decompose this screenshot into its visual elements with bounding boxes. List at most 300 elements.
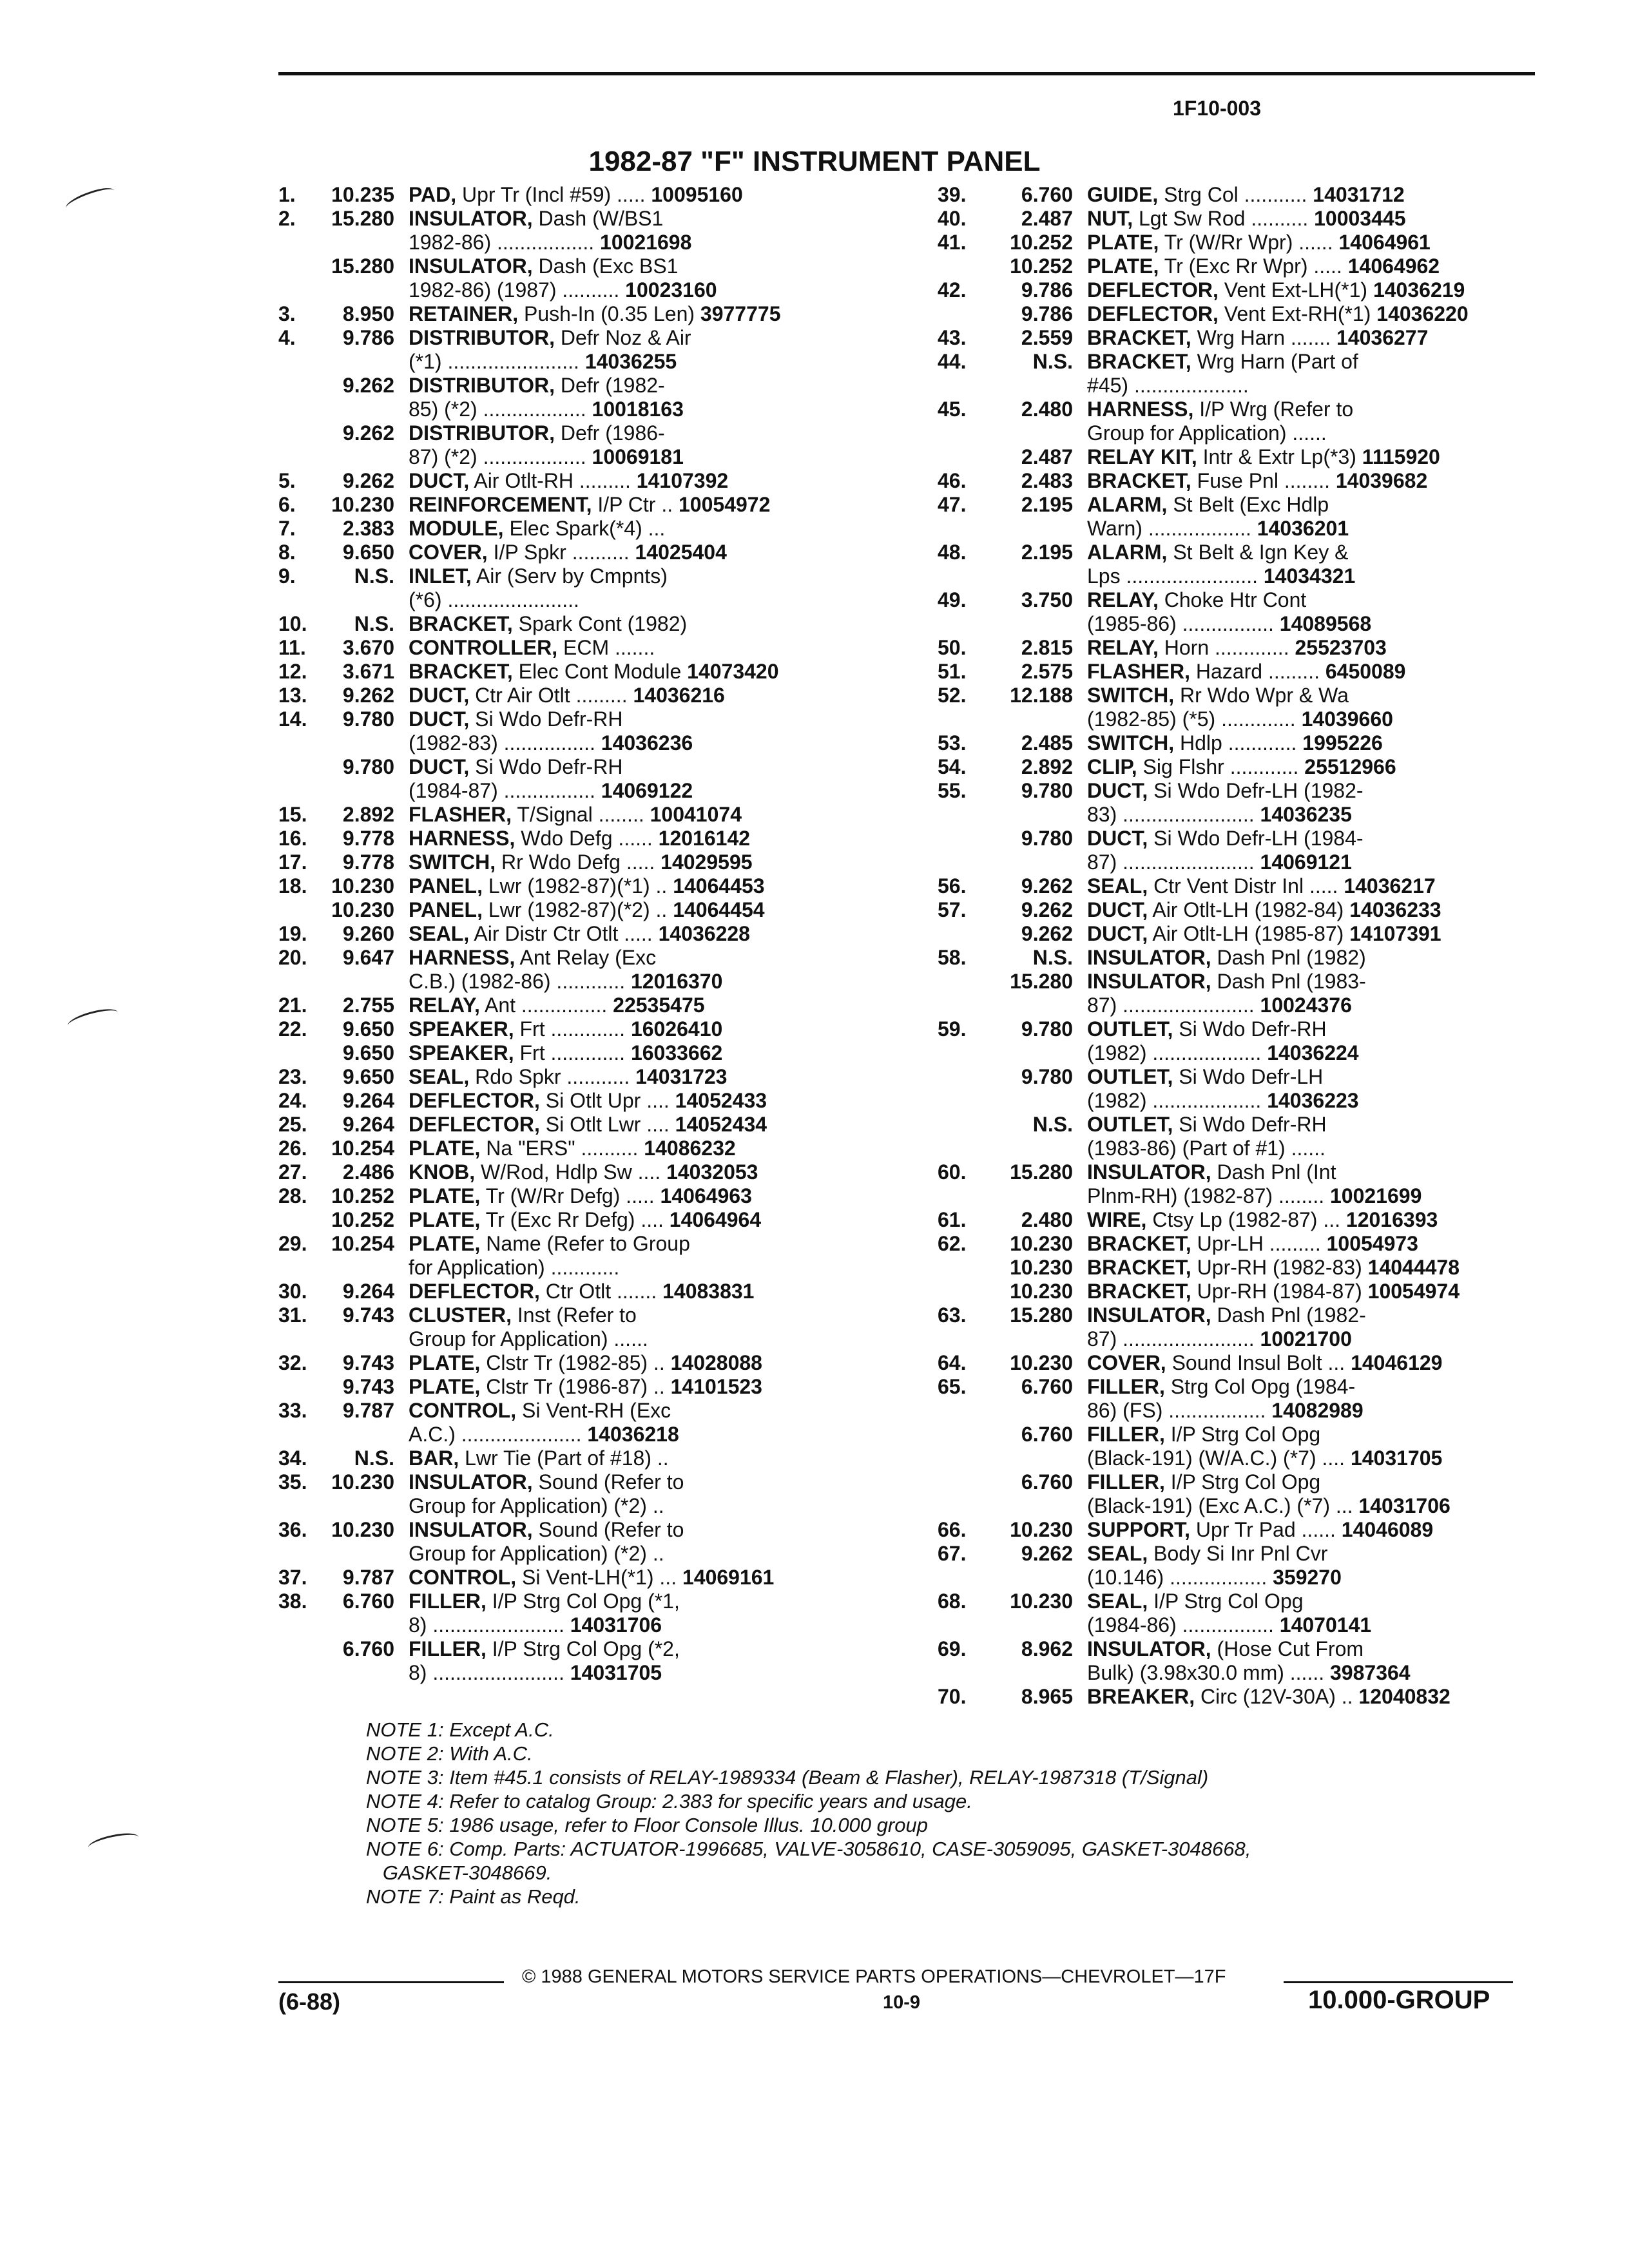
- part-entry: [278, 1089, 884, 1113]
- margin-mark-2: [66, 1005, 119, 1033]
- part-description: [409, 1184, 884, 1208]
- part-name: CONTROL,: [409, 1566, 517, 1589]
- group-number: 15.280: [1010, 1303, 1073, 1327]
- part-description: [1087, 1542, 1555, 1590]
- group-number: 9.787: [342, 1399, 394, 1422]
- part-name: PLATE,: [1087, 255, 1159, 278]
- group-number: 9.780: [342, 755, 394, 778]
- part-detail: Tr (W/Rr Wpr) ......: [1164, 231, 1333, 254]
- part-entry: [938, 1280, 1555, 1303]
- part-name: FLASHER,: [409, 803, 512, 826]
- footer-page-number: 10-9: [883, 1992, 921, 2013]
- part-detail: Choke Htr Cont (1985-86) ................: [1087, 588, 1307, 635]
- part-number: 359270: [1273, 1566, 1342, 1589]
- note-6: NOTE 6: Comp. Parts: ACTUATOR-1996685, VALVE-3058610, CASE-3059095, GASKET-3048668,: [366, 1838, 1251, 1860]
- part-number: 14082989: [1271, 1399, 1364, 1422]
- group-number: 2.486: [342, 1160, 394, 1184]
- group-number: 6.760: [342, 1590, 394, 1613]
- part-detail: Si Otlt Lwr ....: [545, 1113, 670, 1136]
- part-description: [1087, 541, 1555, 588]
- part-entry: [938, 445, 1555, 469]
- group-number: 6.760: [342, 1637, 394, 1660]
- group-number: 10.230: [1010, 1280, 1073, 1303]
- part-number: 14036224: [1267, 1041, 1359, 1064]
- group-number: N.S.: [1032, 1113, 1073, 1136]
- part-number: 14089568: [1279, 612, 1372, 635]
- part-description: [1087, 207, 1555, 231]
- part-description: [1087, 731, 1555, 755]
- part-number: 10054973: [1326, 1232, 1418, 1255]
- group-number: 10.230: [331, 1470, 394, 1494]
- part-name: RELAY,: [1087, 588, 1159, 611]
- part-number: 16033662: [630, 1041, 723, 1064]
- part-number: 25523703: [1295, 636, 1387, 659]
- item-number: 37.: [278, 1566, 307, 1589]
- part-entry: [278, 255, 884, 302]
- part-detail: Rr Wdo Wpr & Wa (1982-85) (*5) .............: [1087, 684, 1349, 731]
- part-detail: Si Wdo Defr-LH (1982) ...................: [1087, 1065, 1324, 1112]
- part-description: [409, 421, 884, 469]
- group-number: 9.786: [342, 326, 394, 349]
- part-entry: [938, 207, 1555, 231]
- part-detail: Dash (Exc BS1 1982-86) (1987) ..........: [409, 255, 679, 302]
- item-number: 39.: [938, 183, 967, 206]
- part-name: CLIP,: [1087, 755, 1137, 778]
- part-detail: I/P Wrg (Refer to Group for Application) ......: [1087, 398, 1354, 445]
- item-number: 57.: [938, 898, 967, 921]
- group-number: 10.254: [331, 1232, 394, 1255]
- part-detail: Defr (1982- 85) (*2) ..................: [409, 374, 665, 421]
- part-number: 10024376: [1260, 994, 1352, 1017]
- part-entry: [938, 922, 1555, 946]
- group-number: 15.280: [1010, 970, 1073, 993]
- part-description: [1087, 1160, 1555, 1208]
- part-number: 14070141: [1279, 1613, 1372, 1637]
- part-name: FLASHER,: [1087, 660, 1190, 683]
- part-detail: Wdo Defg ......: [521, 827, 653, 850]
- part-description: [409, 1113, 884, 1137]
- part-description: [409, 803, 884, 827]
- part-detail: Tr (Exc Rr Wpr) .....: [1164, 255, 1342, 278]
- part-description: [409, 1375, 884, 1399]
- part-description: [409, 707, 884, 755]
- part-description: [1087, 1351, 1555, 1375]
- part-number: 14036228: [658, 922, 750, 945]
- part-number: 14029595: [660, 850, 753, 874]
- item-number: 63.: [938, 1303, 967, 1327]
- part-detail: Upr Tr Pad ......: [1195, 1518, 1336, 1541]
- part-number: 10023160: [625, 278, 717, 302]
- part-detail: W/Rod, Hdlp Sw ....: [481, 1160, 661, 1184]
- part-detail: I/P Strg Col Opg (*2, 8) .......................: [409, 1637, 680, 1684]
- group-number: 9.743: [342, 1375, 394, 1398]
- part-detail: Si Wdo Defr-LH (1982- 83) .......................: [1087, 779, 1364, 826]
- part-detail: Dash Pnl (Int Plnm-RH) (1982-87) ........: [1087, 1160, 1336, 1207]
- part-number: 14028088: [670, 1351, 762, 1374]
- part-description: [409, 207, 884, 255]
- item-number: 50.: [938, 636, 967, 659]
- part-detail: Sound (Refer to Group for Application) (*2) ..: [409, 1518, 684, 1565]
- part-description: [409, 469, 884, 493]
- part-name: PANEL,: [409, 898, 483, 921]
- item-number: 52.: [938, 684, 967, 707]
- part-description: [409, 1280, 884, 1303]
- part-entry: [278, 302, 884, 326]
- group-number: 2.487: [1021, 207, 1073, 230]
- part-detail: Ant ...............: [484, 994, 608, 1017]
- part-entry: [278, 541, 884, 564]
- part-entry: [278, 493, 884, 517]
- part-entry: [278, 1184, 884, 1208]
- part-entry: [278, 612, 884, 636]
- part-name: DISTRIBUTOR,: [409, 326, 555, 349]
- part-entry: [938, 231, 1555, 255]
- part-detail: T/Signal ........: [517, 803, 644, 826]
- part-number: 10018163: [592, 398, 684, 421]
- group-number: 6.760: [1021, 183, 1073, 206]
- part-number: 10069181: [592, 445, 684, 468]
- part-entry: [278, 994, 884, 1017]
- part-name: OUTLET,: [1087, 1017, 1173, 1041]
- part-number: 14064962: [1347, 255, 1440, 278]
- group-number: 12.188: [1010, 684, 1073, 707]
- part-name: PANEL,: [409, 874, 483, 898]
- part-number: 14031712: [1313, 183, 1405, 206]
- part-description: [1087, 946, 1555, 970]
- part-detail: Upr Tr (Incl #59) .....: [461, 183, 646, 206]
- item-number: 8.: [278, 541, 296, 564]
- part-number: 14069122: [601, 779, 693, 802]
- part-description: [409, 1590, 884, 1637]
- part-detail: Vent Ext-RH(*1): [1224, 302, 1371, 325]
- item-number: 42.: [938, 278, 967, 302]
- part-description: [409, 255, 884, 302]
- part-number: 14064454: [673, 898, 765, 921]
- part-entry: [938, 779, 1555, 827]
- part-entry: [278, 517, 884, 541]
- part-detail: I/P Strg Col Opg (Black-191) (W/A.C.) (*7) ....: [1087, 1423, 1345, 1470]
- part-entry: [278, 827, 884, 850]
- part-entry: [938, 1017, 1555, 1065]
- part-number: 10054972: [679, 493, 771, 516]
- part-description: [1087, 350, 1555, 398]
- part-name: PLATE,: [409, 1208, 481, 1231]
- part-entry: [278, 207, 884, 255]
- part-entry: [938, 755, 1555, 779]
- part-number: 14036217: [1344, 874, 1436, 898]
- part-entry: [278, 850, 884, 874]
- group-number: 10.230: [331, 874, 394, 898]
- part-detail: Vent Ext-LH(*1): [1224, 278, 1368, 302]
- part-description: [409, 1446, 884, 1470]
- part-description: [409, 994, 884, 1017]
- part-detail: Body Si Inr Pnl Cvr (10.146) .................: [1087, 1542, 1328, 1589]
- part-detail: (Hose Cut From Bulk) (3.98x30.0 mm) ......: [1087, 1637, 1364, 1684]
- group-number: 10.235: [331, 183, 394, 206]
- part-detail: Ant Relay (Exc C.B.) (1982-86) ............: [409, 946, 657, 993]
- part-detail: Air Distr Ctr Otlt .....: [474, 922, 653, 945]
- part-entry: [278, 636, 884, 660]
- part-detail: Sound Insul Bolt ...: [1171, 1351, 1345, 1374]
- part-entry: [278, 1566, 884, 1590]
- part-description: [1087, 1208, 1555, 1232]
- part-detail: Si Wdo Defr-RH (1984-87) ................: [409, 755, 623, 802]
- part-name: SEAL,: [1087, 1590, 1148, 1613]
- part-name: RELAY,: [409, 994, 480, 1017]
- part-entry: [938, 541, 1555, 588]
- note-2: NOTE 2: With A.C.: [366, 1742, 533, 1765]
- part-description: [1087, 493, 1555, 541]
- item-number: 66.: [938, 1518, 967, 1541]
- part-number: 14069121: [1260, 850, 1352, 874]
- part-entry: [278, 564, 884, 612]
- part-entry: [278, 1351, 884, 1375]
- group-number: 9.780: [342, 707, 394, 731]
- group-number: 10.252: [1010, 255, 1073, 278]
- part-entry: [938, 398, 1555, 445]
- part-name: PLATE,: [409, 1137, 481, 1160]
- part-name: DEFLECTOR,: [1087, 302, 1219, 325]
- part-name: RELAY KIT,: [1087, 445, 1197, 468]
- item-number: 41.: [938, 231, 967, 254]
- part-number: 14032053: [666, 1160, 758, 1184]
- part-description: [1087, 1280, 1555, 1303]
- part-number: 14036219: [1373, 278, 1465, 302]
- part-detail: Name (Refer to Group for Application) ............: [409, 1232, 690, 1279]
- part-description: [1087, 636, 1555, 660]
- group-number: 2.195: [1021, 541, 1073, 564]
- part-number: 14031705: [1350, 1446, 1443, 1470]
- part-description: [1087, 1256, 1555, 1280]
- part-entry: [938, 1423, 1555, 1470]
- part-entry: [938, 1590, 1555, 1637]
- part-entry: [278, 1280, 884, 1303]
- item-number: 48.: [938, 541, 967, 564]
- part-detail: Sound (Refer to Group for Application) (*2) ..: [409, 1470, 684, 1517]
- group-number: 9.786: [1021, 302, 1073, 325]
- group-number: 9.778: [342, 850, 394, 874]
- item-number: 51.: [938, 660, 967, 683]
- group-number: 9.650: [342, 1017, 394, 1041]
- part-description: [1087, 1303, 1555, 1351]
- part-name: DEFLECTOR,: [409, 1113, 540, 1136]
- item-number: 54.: [938, 755, 967, 778]
- part-detail: I/P Strg Col Opg (*1, 8) .......................: [409, 1590, 680, 1637]
- part-name: DUCT,: [409, 755, 470, 778]
- part-name: ALARM,: [1087, 493, 1168, 516]
- part-number: 14069161: [682, 1566, 775, 1589]
- part-name: DUCT,: [1087, 922, 1148, 945]
- part-entry: [278, 1303, 884, 1351]
- part-detail: Na "ERS" ..........: [486, 1137, 639, 1160]
- part-number: 14025404: [635, 541, 727, 564]
- part-description: [409, 1351, 884, 1375]
- part-number: 14036201: [1257, 517, 1349, 540]
- group-number: 3.671: [342, 660, 394, 683]
- part-description: [409, 1470, 884, 1518]
- part-name: SEAL,: [1087, 1542, 1148, 1565]
- part-description: [1087, 684, 1555, 731]
- group-number: 2.755: [342, 994, 394, 1017]
- part-detail: St Belt & Ign Key & Lps .......................: [1087, 541, 1349, 588]
- part-number: 14031706: [1358, 1494, 1451, 1517]
- note-1: NOTE 1: Except A.C.: [366, 1718, 554, 1741]
- part-description: [409, 1041, 884, 1065]
- part-entry: [938, 1542, 1555, 1590]
- part-name: FILLER,: [409, 1637, 487, 1660]
- group-number: 9.780: [1021, 827, 1073, 850]
- item-number: 49.: [938, 588, 967, 611]
- part-detail: Strg Col ...........: [1164, 183, 1307, 206]
- item-number: 5.: [278, 469, 296, 492]
- part-description: [409, 1017, 884, 1041]
- group-number: 9.262: [342, 421, 394, 445]
- part-name: OUTLET,: [1087, 1113, 1173, 1136]
- part-name: BRACKET,: [1087, 326, 1191, 349]
- part-detail: Frt .............: [519, 1041, 626, 1064]
- part-name: DUCT,: [409, 707, 470, 731]
- part-entry: [938, 1637, 1555, 1685]
- part-name: SWITCH,: [409, 850, 496, 874]
- part-number: 14036216: [633, 684, 725, 707]
- part-number: 14031706: [570, 1613, 662, 1637]
- part-detail: Frt .............: [519, 1017, 626, 1041]
- part-number: 14039660: [1301, 707, 1393, 731]
- part-entry: [278, 874, 884, 898]
- part-number: 3987364: [1330, 1661, 1411, 1684]
- part-description: [1087, 1590, 1555, 1637]
- part-description: [409, 1208, 884, 1232]
- group-number: 2.892: [1021, 755, 1073, 778]
- part-description: [409, 1399, 884, 1446]
- part-number: 14086232: [644, 1137, 736, 1160]
- item-number: 21.: [278, 994, 307, 1017]
- part-detail: I/P Ctr ..: [597, 493, 673, 516]
- item-number: 18.: [278, 874, 307, 898]
- item-number: 3.: [278, 302, 296, 325]
- item-number: 36.: [278, 1518, 307, 1541]
- part-entry: [278, 1113, 884, 1137]
- part-name: PLATE,: [409, 1351, 481, 1374]
- group-number: 2.892: [342, 803, 394, 826]
- part-number: 14073420: [687, 660, 779, 683]
- part-detail: ECM .......: [563, 636, 655, 659]
- part-detail: Si Otlt Upr ....: [545, 1089, 670, 1112]
- part-entry: [938, 1208, 1555, 1232]
- item-number: 58.: [938, 946, 967, 969]
- part-number: 1995226: [1302, 731, 1383, 754]
- note-5: NOTE 5: 1986 usage, refer to Floor Console Illus. 10.000 group: [366, 1814, 928, 1836]
- group-number: 9.780: [1021, 779, 1073, 802]
- part-detail: Lgt Sw Rod ..........: [1139, 207, 1309, 230]
- part-entry: [278, 684, 884, 707]
- part-name: INSULATOR,: [1087, 1637, 1211, 1660]
- part-name: DISTRIBUTOR,: [409, 421, 555, 445]
- part-description: [409, 898, 884, 922]
- part-number: 14031723: [635, 1065, 728, 1088]
- part-description: [409, 183, 884, 207]
- part-detail: I/P Strg Col Opg (1984-86) ................: [1087, 1590, 1304, 1637]
- part-detail: Clstr Tr (1986-87) ..: [486, 1375, 665, 1398]
- part-name: MODULE,: [409, 517, 504, 540]
- part-name: RELAY,: [1087, 636, 1159, 659]
- item-number: 15.: [278, 803, 307, 826]
- part-description: [409, 946, 884, 994]
- part-description: [409, 684, 884, 707]
- part-detail: Ctr Otlt .......: [545, 1280, 657, 1303]
- group-number: 6.760: [1021, 1423, 1073, 1446]
- part-description: [1087, 231, 1555, 255]
- part-description: [409, 1232, 884, 1280]
- part-number: 10054974: [1367, 1280, 1460, 1303]
- part-description: [409, 517, 884, 541]
- part-number: 16026410: [630, 1017, 723, 1041]
- part-name: DUCT,: [1087, 779, 1148, 802]
- part-number: 14083831: [662, 1280, 755, 1303]
- part-name: DUCT,: [409, 469, 470, 492]
- item-number: 68.: [938, 1590, 967, 1613]
- group-number: 8.965: [1021, 1685, 1073, 1708]
- part-detail: Tr (Exc Rr Defg) ....: [485, 1208, 664, 1231]
- group-number: N.S.: [354, 1446, 394, 1470]
- part-description: [1087, 827, 1555, 874]
- part-description: [409, 326, 884, 374]
- group-number: 15.280: [331, 255, 394, 278]
- part-name: ALARM,: [1087, 541, 1168, 564]
- group-number: 9.262: [342, 469, 394, 492]
- part-detail: Upr-RH (1982-83): [1197, 1256, 1362, 1279]
- group-number: 3.670: [342, 636, 394, 659]
- part-name: DUCT,: [409, 684, 470, 707]
- group-number: N.S.: [354, 612, 394, 635]
- part-number: 14064961: [1338, 231, 1431, 254]
- item-number: 1.: [278, 183, 296, 206]
- part-number: 14064964: [669, 1208, 762, 1231]
- part-name: PLATE,: [1087, 231, 1159, 254]
- item-number: 34.: [278, 1446, 307, 1470]
- group-number: 9.262: [1021, 898, 1073, 921]
- part-detail: Elec Cont Module: [518, 660, 682, 683]
- part-name: SEAL,: [409, 1065, 470, 1088]
- part-entry: [278, 803, 884, 827]
- part-name: BRACKET,: [1087, 469, 1191, 492]
- part-description: [409, 1160, 884, 1184]
- part-entry: [278, 1041, 884, 1065]
- part-name: PLATE,: [409, 1232, 481, 1255]
- part-description: [409, 1089, 884, 1113]
- part-number: 1115920: [1362, 445, 1440, 468]
- part-description: [409, 827, 884, 850]
- part-number: 14036235: [1260, 803, 1352, 826]
- part-name: BRACKET,: [409, 612, 513, 635]
- group-number: 9.786: [1021, 278, 1073, 302]
- part-detail: Hazard .........: [1195, 660, 1320, 683]
- part-description: [1087, 898, 1555, 922]
- note-3: NOTE 3: Item #45.1 consists of RELAY-1989334 (Beam & Flasher), RELAY-1987318 (T/Signal): [366, 1766, 1209, 1789]
- part-number: 14046089: [1341, 1518, 1434, 1541]
- part-description: [409, 541, 884, 564]
- part-description: [1087, 588, 1555, 636]
- part-description: [409, 755, 884, 803]
- part-description: [1087, 278, 1555, 302]
- item-number: 70.: [938, 1685, 967, 1708]
- part-number: 14036223: [1267, 1089, 1359, 1112]
- part-name: SEAL,: [409, 922, 470, 945]
- group-number: 6.760: [1021, 1470, 1073, 1494]
- part-detail: Air Otlt-RH .........: [474, 469, 631, 492]
- part-detail: Dash Pnl (1983- 87) .......................: [1087, 970, 1366, 1017]
- item-number: 30.: [278, 1280, 307, 1303]
